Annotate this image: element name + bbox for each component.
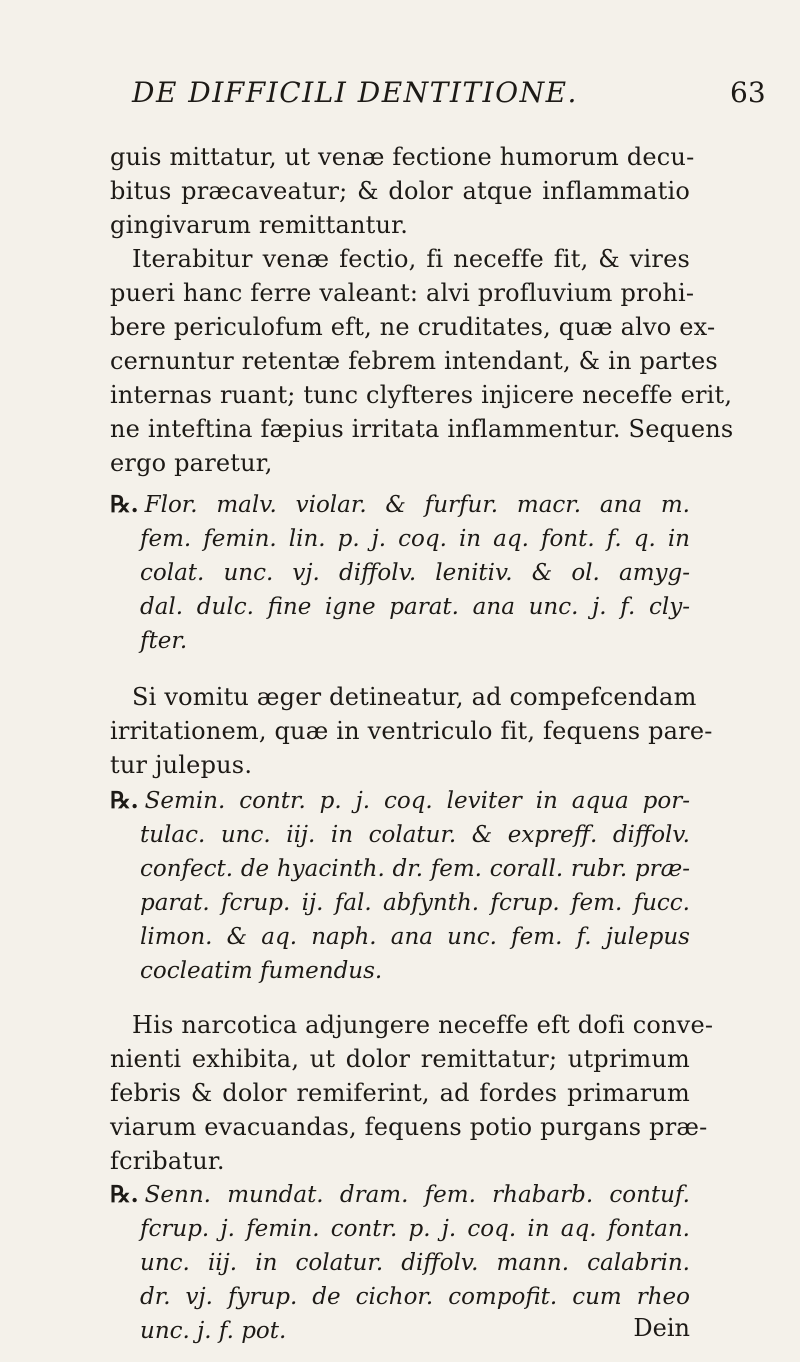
paragraph-1	[110, 140, 695, 242]
recipe-line: parat. fcrup. ij. fal. abfynth. fcrup. fem. fucc.	[140, 890, 690, 916]
page-number: 63	[730, 76, 766, 109]
text-line: irritationem, quæ in ventriculo fit, fequens pare-	[110, 717, 713, 745]
running-title: DE DIFFICILI DENTITIONE.	[132, 76, 578, 109]
text-line: nienti exhibita, ut dolor remittatur; utprimum	[110, 1045, 690, 1073]
recipe-line: cocleatim fumendus.	[140, 958, 383, 984]
recipe-line: confect. de hyacinth. dr. fem. corall. rubr. præ-	[140, 856, 690, 882]
text-line: Iterabitur venæ fectio, fi neceffe fit, & vires	[132, 245, 690, 273]
recipe-line: limon. & aq. naph. ana unc. fem. f. julepus	[140, 924, 690, 950]
catchword: Dein	[633, 1314, 690, 1342]
recipe-line: dr. vj. fyrup. de cichor. compofit. cum rheo	[140, 1284, 690, 1310]
recipe-line: unc. iij. in colatur. diffolv. mann. calabrin.	[140, 1250, 690, 1276]
text-line: tur julepus.	[110, 751, 253, 779]
text-line: His narcotica adjungere neceffe eft dofi conve-	[132, 1011, 714, 1039]
recipe-line: unc. j. f. pot.	[140, 1318, 287, 1344]
recipe-line: colat. unc. vj. diffolv. lenitiv. & ol. amyg-	[140, 560, 690, 586]
recipe-sign: ℞.	[110, 1181, 139, 1208]
recipe-line: fem. femin. lin. p. j. coq. in aq. font. f. q. in	[140, 526, 690, 552]
text-line: fcribatur.	[110, 1147, 225, 1175]
recipe-line: fter.	[140, 628, 188, 654]
text-line: viarum evacuandas, fequens potio purgans præ-	[110, 1113, 708, 1141]
recipe-text: Flor. malv. violar. & furfur. macr. ana m.	[144, 492, 690, 518]
paragraph-3	[110, 680, 713, 782]
text-line: Si vomitu æger detineatur, ad compefcendam	[132, 683, 697, 711]
recipe-sign: ℞.	[110, 787, 139, 814]
recipe-line	[110, 784, 690, 818]
text-line: internas ruant; tunc clyfteres injicere neceffe erit,	[110, 381, 733, 409]
recipe-line: fcrup. j. femin. contr. p. j. coq. in aq. fontan.	[140, 1216, 690, 1242]
recipe-text: Semin. contr. p. j. coq. leviter in aqua por-	[144, 788, 690, 814]
paragraph-2	[110, 242, 734, 480]
recipe-text: Senn. mundat. dram. fem. rhabarb. contuf.	[144, 1182, 690, 1208]
recipe-2	[110, 784, 690, 988]
recipe-3	[110, 1178, 690, 1348]
text-line: bere periculofum eft, ne cruditates, quæ alvo ex-	[110, 313, 716, 341]
text-line: pueri hanc ferre valeant: alvi profluvium prohi-	[110, 279, 695, 307]
text-line: bitus præcaveatur; & dolor atque inflammatio	[110, 177, 690, 205]
recipe-line	[110, 1178, 690, 1212]
text-line: gingivarum remittantur.	[110, 211, 409, 239]
text-line: guis mittatur, ut venæ fectione humorum decu-	[110, 143, 695, 171]
recipe-line	[110, 488, 690, 522]
text-line: cernuntur retentæ febrem intendant, & in partes	[110, 347, 718, 375]
text-line: ergo paretur,	[110, 449, 273, 477]
text-line: febris & dolor remiferint, ad fordes primarum	[110, 1079, 690, 1107]
running-head	[0, 76, 800, 116]
recipe-line: dal. dulc. fine igne parat. ana unc. j. f. cly-	[140, 594, 690, 620]
text-line: ne inteftina fæpius irritata inflammentur. Sequens	[110, 415, 734, 443]
recipe-1	[110, 488, 690, 658]
recipe-line: tulac. unc. iij. in colatur. & expreff. diffolv.	[140, 822, 690, 848]
paragraph-4	[110, 1008, 714, 1178]
recipe-sign: ℞.	[110, 491, 139, 518]
